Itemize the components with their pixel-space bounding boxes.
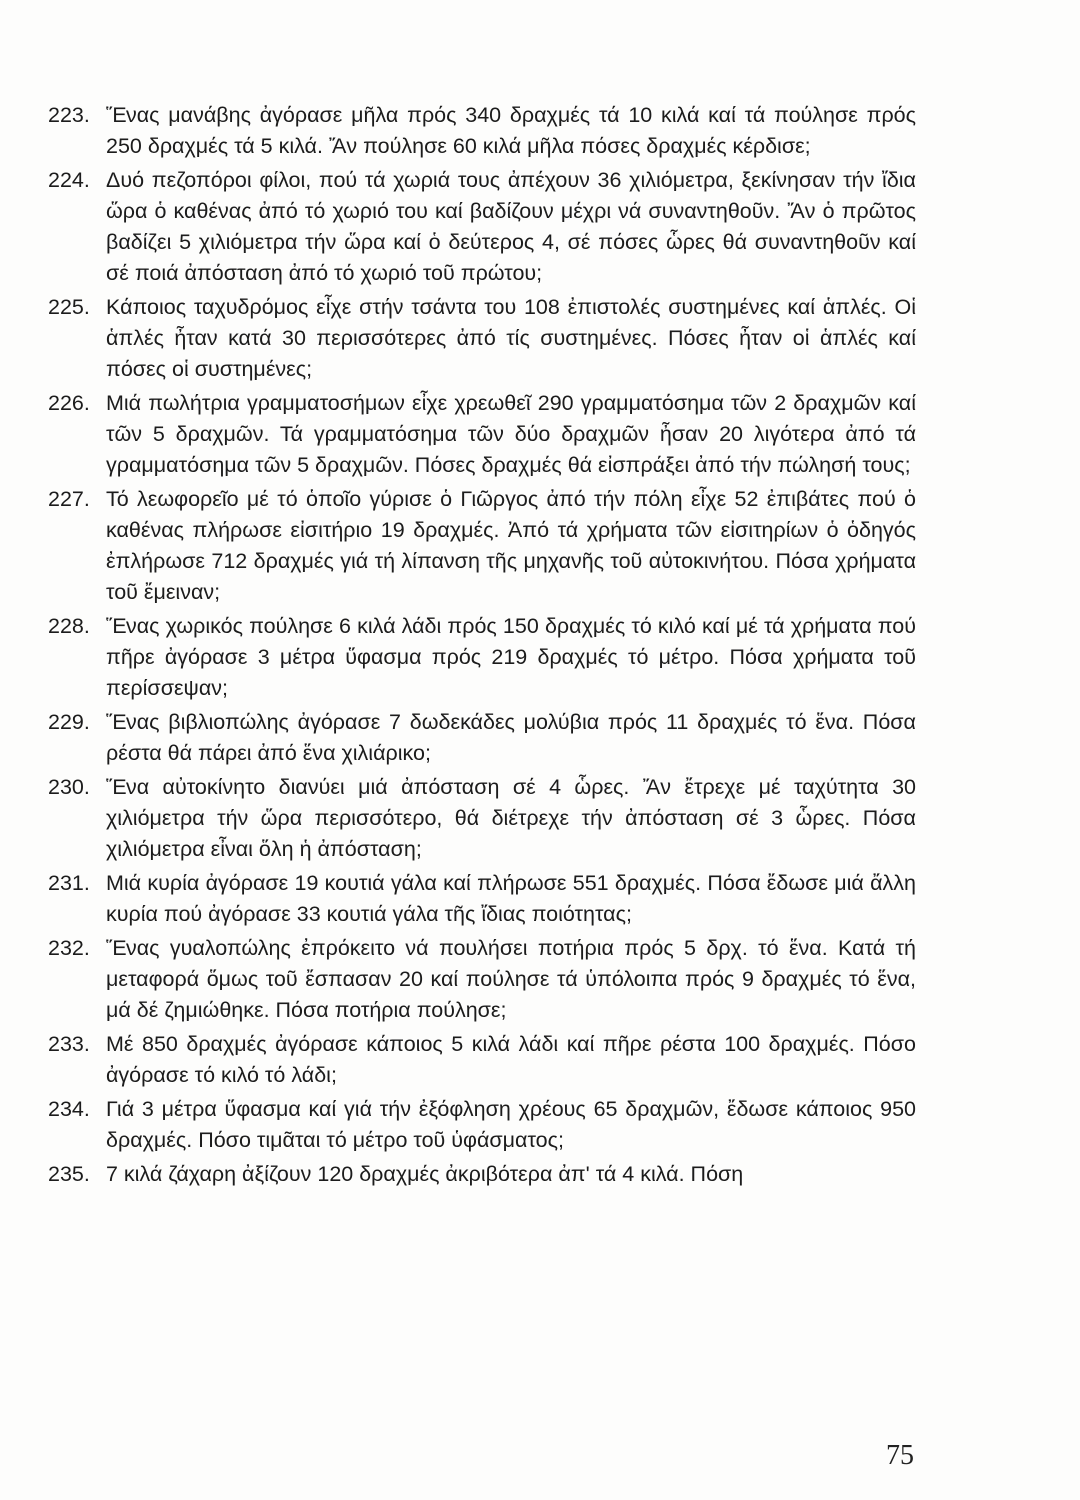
problem-text: Ἕνας μανάβης ἀγόρασε μῆλα πρός 340 δραχμές τά 10 κιλά καί τά πούλησε πρός 250 δραχμές τά 5 κιλά. Ἄν πούλησε 60 κιλά μῆλα πόσες δραχμές κέρδισε; xyxy=(106,103,916,158)
problem-text: Κάποιος ταχυδρόμος εἶχε στήν τσάντα του 108 ἐπιστολές συστημένες καί ἁπλές. Οἱ ἁπλές ἦταν κατά 30 περισσότερες ἀπό τίς συστημένες. Πόσες ἦταν οἱ ἁπλές καί πόσες οἱ συστημένες; xyxy=(106,295,916,381)
problem-item xyxy=(48,611,916,704)
problem-text: Ἕνας χωρικός πούλησε 6 κιλά λάδι πρός 150 δραχμές τό κιλό καί μέ τά χρήματα πού πῆρε ἀγόρασε 3 μέτρα ὕφασμα πρός 219 δραχμές τό μέτρο. Πόσα χρήματα τοῦ περίσσεψαν; xyxy=(106,614,916,700)
problem-number: 232. xyxy=(48,936,90,960)
problem-number: 230. xyxy=(48,775,90,799)
problem-text: Γιά 3 μέτρα ὕφασμα καί γιά τήν ἐξόφληση χρέους 65 δραχμῶν, ἔδωσε κάποιος 950 δραχμές. Πόσο τιμᾶται τό μέτρο τοῦ ὑφάσματος; xyxy=(106,1097,916,1152)
problem-number: 226. xyxy=(48,391,90,415)
problem-number: 229. xyxy=(48,710,90,734)
problem-text: Μιά κυρία ἀγόρασε 19 κουτιά γάλα καί πλήρωσε 551 δραχμές. Πόσα ἔδωσε μιά ἄλλη κυρία πού ἀγόρασε 33 κουτιά γάλα τῆς ἴδιας ποιότητας; xyxy=(106,871,916,926)
problem-number: 227. xyxy=(48,487,90,511)
problem-number: 235. xyxy=(48,1162,90,1186)
problem-item xyxy=(48,484,916,608)
problem-number: 225. xyxy=(48,295,90,319)
problem-text: Δυό πεζοπόροι φίλοι, πού τά χωριά τους ἀπέχουν 36 χιλιόμετρα, ξεκίνησαν τήν ἴδια ὥρα ὁ καθένας ἀπό τό χωριό του καί βαδίζουν μέχρι νά συναντηθοῦν. Ἄν ὁ πρῶτος βαδίζει 5 χιλιόμετρα τήν ὥρα καί ὁ δεύτερος 4, σέ πόσες ὧρες θά συναντηθοῦν καί σέ ποιά ἀπόσταση ἀπό τό χωριό τοῦ πρώτου; xyxy=(106,168,916,285)
problem-item xyxy=(48,292,916,385)
problem-item xyxy=(48,1159,916,1190)
problem-number: 231. xyxy=(48,871,90,895)
problem-text: 7 κιλά ζάχαρη ἀξίζουν 120 δραχμές ἀκριβότερα ἀπ' τά 4 κιλά. Πόση xyxy=(106,1162,744,1186)
problem-list xyxy=(48,100,916,1193)
problem-item xyxy=(48,1029,916,1091)
problem-text: Ἕνας γυαλοπώλης ἐπρόκειτο νά πουλήσει ποτήρια πρός 5 δρχ. τό ἕνα. Κατά τή μεταφορά ὅμως τοῦ ἔσπασαν 20 καί πούλησε τά ὑπόλοιπα πρός 9 δραχμές τό ἕνα, μά δέ ζημιώθηκε. Πόσα ποτήρια πούλησε; xyxy=(106,936,916,1022)
problem-text: Ἕνας βιβλιοπώλης ἀγόρασε 7 δωδεκάδες μολύβια πρός 11 δραχμές τό ἕνα. Πόσα ρέστα θά πάρει ἀπό ἕνα χιλιάρικο; xyxy=(106,710,916,765)
problem-number: 228. xyxy=(48,614,90,638)
problem-number: 233. xyxy=(48,1032,90,1056)
problem-item xyxy=(48,772,916,865)
problem-item xyxy=(48,868,916,930)
problem-text: Τό λεωφορεῖο μέ τό ὁποῖο γύρισε ὁ Γιῶργος ἀπό τήν πόλη εἶχε 52 ἐπιβάτες πού ὁ καθένας πλήρωσε εἰσιτήριο 19 δραχμές. Ἀπό τά χρήματα τῶν εἰσιτηρίων ὁ ὁδηγός ἐπλήρωσε 712 δραχμές γιά τή λίπανση τῆς μηχανῆς τοῦ αὐτοκινήτου. Πόσα χρήματα τοῦ ἔμειναν; xyxy=(106,487,916,604)
problem-text: Μέ 850 δραχμές ἀγόρασε κάποιος 5 κιλά λάδι καί πῆρε ρέστα 100 δραχμές. Πόσο ἀγόρασε τό κιλό τό λάδι; xyxy=(106,1032,916,1087)
problem-item xyxy=(48,707,916,769)
page-number: 75 xyxy=(886,1440,914,1471)
problem-number: 223. xyxy=(48,103,90,127)
problem-number: 234. xyxy=(48,1097,90,1121)
problem-item xyxy=(48,165,916,289)
problem-item xyxy=(48,933,916,1026)
problem-item xyxy=(48,388,916,481)
problem-item xyxy=(48,1094,916,1156)
problem-number: 224. xyxy=(48,168,90,192)
problem-text: Ἕνα αὐτοκίνητο διανύει μιά ἀπόσταση σέ 4 ὧρες. Ἄν ἔτρεχε μέ ταχύτητα 30 χιλιόμετρα τήν ὥρα περισσότερο, θά διέτρεχε τήν ἀπόσταση σέ 3 ὧρες. Πόσα χιλιόμετρα εἶναι ὅλη ἡ ἀπόσταση; xyxy=(106,775,916,861)
problem-item xyxy=(48,100,916,162)
problem-text: Μιά πωλήτρια γραμματοσήμων εἶχε χρεωθεῖ 290 γραμματόσημα τῶν 2 δραχμῶν καί τῶν 5 δραχμῶν. Τά γραμματόσημα τῶν δύο δραχμῶν ἦσαν 20 λιγότερα ἀπό τά γραμματόσημα τῶν 5 δραχμῶν. Πόσες δραχμές θά εἰσπράξει ἀπό τήν πώλησή τους; xyxy=(106,391,916,477)
